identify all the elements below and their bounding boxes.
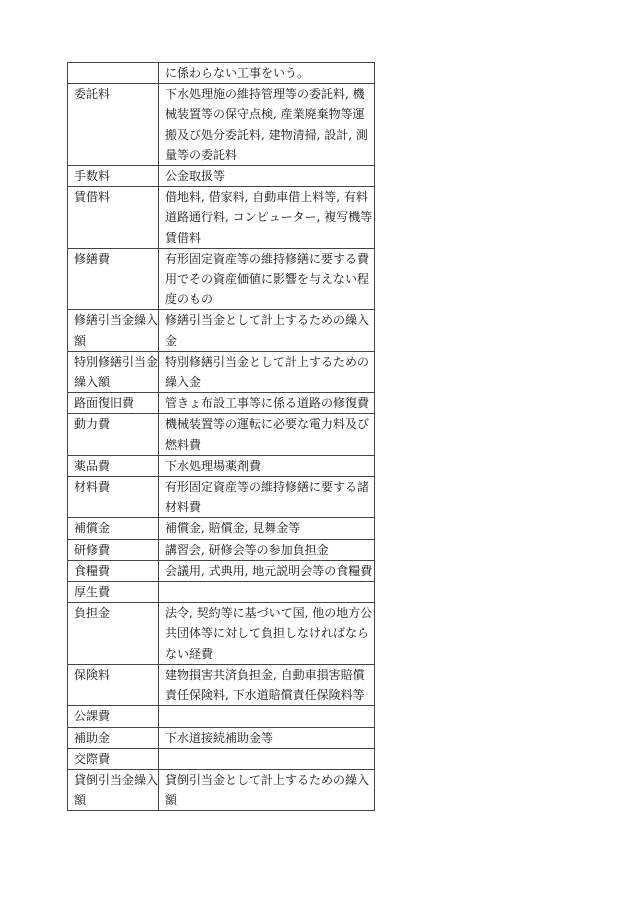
- description-cell: 有形固定資産等の維持修繕に要する費用でその資産価値に影響を与えない程度のもの: [159, 248, 375, 310]
- description-cell: 講習会, 研修会等の参加負担金: [159, 539, 375, 560]
- description-cell: 公金取扱等: [159, 166, 375, 187]
- table-row: [68, 727, 375, 748]
- table-row: [68, 84, 375, 166]
- table-row: [68, 582, 375, 603]
- table-row: [68, 748, 375, 769]
- table-row: [68, 166, 375, 187]
- term-cell: 保険料: [68, 664, 159, 705]
- description-cell: 下水処理施の維持管理等の委託料, 機械装置等の保守点検, 産業廃棄物等運搬及び処分委託料, 建物清掃, 設計, 測量等の委託料: [159, 84, 375, 166]
- description-cell: 法令, 契約等に基づいて国, 他の地方公共団体等に対して負担しなければならない経費: [159, 603, 375, 665]
- term-cell: 修繕引当金繰入額: [68, 310, 159, 351]
- description-cell: 機械装置等の運転に必要な電力料及び燃料費: [159, 414, 375, 455]
- term-cell: 手数料: [68, 166, 159, 187]
- table-row: [68, 310, 375, 351]
- description-cell: 借地料, 借家料, 自動車借上料等, 有料道路通行料, コンピューター, 複写機等賃借料: [159, 187, 375, 249]
- term-cell: 厚生費: [68, 582, 159, 603]
- description-cell: [159, 748, 375, 769]
- term-cell: 研修費: [68, 539, 159, 560]
- table-row: [68, 187, 375, 249]
- table-row: [68, 769, 375, 810]
- term-cell: 路面復旧費: [68, 393, 159, 414]
- term-cell: 材料費: [68, 477, 159, 518]
- term-cell: 委託料: [68, 84, 159, 166]
- table-row: [68, 560, 375, 581]
- description-cell: 修繕引当金として計上するための繰入金: [159, 310, 375, 351]
- term-cell: 補助金: [68, 727, 159, 748]
- term-cell: 補償金: [68, 518, 159, 539]
- description-cell: 管きょ布設工事等に係る道路の修復費: [159, 393, 375, 414]
- description-cell: 下水道接続補助金等: [159, 727, 375, 748]
- description-cell: [159, 706, 375, 727]
- table-body: [68, 63, 375, 811]
- description-cell: 会議用, 式典用, 地元説明会等の食糧費: [159, 560, 375, 581]
- description-cell: 補償金, 賠償金, 見舞金等: [159, 518, 375, 539]
- description-cell: に係わらない工事をいう。: [159, 63, 375, 84]
- description-cell: 有形固定資産等の維持修繕に要する諸材料費: [159, 477, 375, 518]
- table-row: [68, 664, 375, 705]
- table-row: [68, 248, 375, 310]
- term-cell: 交際費: [68, 748, 159, 769]
- description-cell: [159, 582, 375, 603]
- table-row: [68, 455, 375, 476]
- table-row: [68, 477, 375, 518]
- table-row: [68, 603, 375, 665]
- term-cell: 薬品費: [68, 455, 159, 476]
- expense-definition-table: [67, 62, 375, 811]
- description-cell: 貸倒引当金として計上するための繰入額: [159, 769, 375, 810]
- term-cell: 公課費: [68, 706, 159, 727]
- description-cell: 特別修繕引当金として計上するための繰入金: [159, 351, 375, 392]
- table-row: [68, 414, 375, 455]
- term-cell: 食糧費: [68, 560, 159, 581]
- description-cell: 下水処理場薬剤費: [159, 455, 375, 476]
- table-row: [68, 63, 375, 84]
- term-cell: 貸倒引当金繰入額: [68, 769, 159, 810]
- term-cell: 賃借料: [68, 187, 159, 249]
- term-cell: 負担金: [68, 603, 159, 665]
- term-cell: 修繕費: [68, 248, 159, 310]
- table-row: [68, 706, 375, 727]
- term-cell: [68, 63, 159, 84]
- description-cell: 建物損害共済負担金, 自動車損害賠償責任保険料, 下水道賠償責任保険料等: [159, 664, 375, 705]
- table-row: [68, 539, 375, 560]
- term-cell: 特別修繕引当金繰入額: [68, 351, 159, 392]
- table-row: [68, 351, 375, 392]
- table-row: [68, 518, 375, 539]
- term-cell: 動力費: [68, 414, 159, 455]
- table-row: [68, 393, 375, 414]
